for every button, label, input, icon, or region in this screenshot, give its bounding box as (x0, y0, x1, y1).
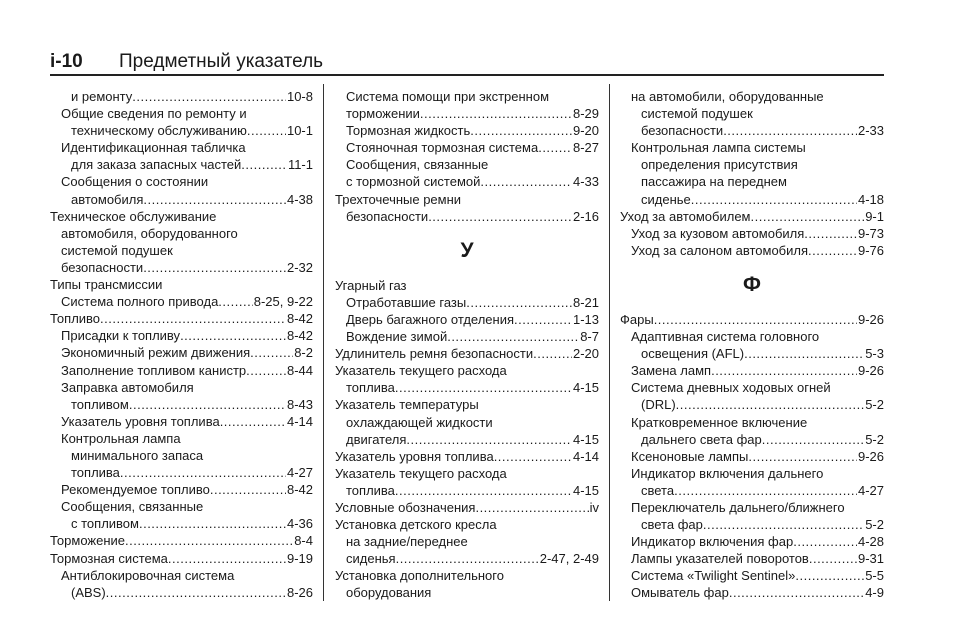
index-entry: Адаптивная система головного (631, 329, 820, 345)
index-entry: на автомобили, оборудованные (631, 89, 824, 104)
index-entry: Кратковременное включение (631, 414, 808, 430)
index-entry: безопасности ..... 2-32 (50, 259, 313, 276)
index-entry: автомобиля, оборудованного (61, 225, 238, 241)
index-entry: Стояночная тормозная система ..... 8-27 (335, 139, 599, 156)
index-entry: топлива ..... 4-15 (335, 379, 599, 396)
index-entry: Трехточечные ремни (335, 191, 462, 207)
column-divider (609, 84, 610, 601)
index-column-2 (335, 88, 599, 602)
index-entry: Угарный газ (335, 277, 407, 293)
index-entry: Антиблокировочная система (61, 567, 235, 583)
index-entry: пассажира на переднем (641, 174, 787, 190)
header-rule (50, 74, 884, 76)
index-entry: Сообщения, связанные (346, 157, 489, 173)
index-entry: системой подушек (61, 242, 173, 258)
index-entry: Фары ..... 9-26 (620, 311, 884, 328)
index-entry: минимального запаса (71, 447, 204, 463)
index-entry: Заполнение топливом канистр ..... 8-44 (50, 362, 313, 379)
index-entry: безопасности ..... 2-33 (620, 122, 884, 139)
index-entry: Система дневных ходовых огней (631, 380, 831, 396)
index-entry: на задние/переднее (346, 534, 468, 550)
index-entry: Удлинитель ремня безопасности ..... 2-20 (335, 345, 599, 362)
index-entry: Тормозная система ..... 9-19 (50, 550, 313, 567)
index-entry: Индикатор включения дальнего (631, 465, 824, 481)
index-entry: торможении ..... 8-29 (335, 105, 599, 122)
index-entry: топливом ..... 8-43 (50, 396, 313, 413)
index-column-3 (620, 88, 884, 602)
index-entry: Общие сведения по ремонту и (61, 106, 247, 122)
index-entry: системой подушек (641, 106, 753, 122)
index-entry: сиденье ..... 4-18 (620, 191, 884, 208)
index-entry: (ABS) ..... 8-26 (50, 584, 313, 601)
index-entry: Сообщения о состоянии (61, 174, 209, 190)
index-entry: безопасности ..... 2-16 (335, 208, 599, 225)
index-entry: освещения (AFL) ..... 5-3 (620, 345, 884, 362)
section-letter: Ф (743, 272, 761, 296)
index-entry: Заправка автомобиля (61, 379, 194, 395)
index-entry: для заказа запасных частей ..... 11-1 (50, 156, 313, 173)
index-entry: топлива ..... 4-15 (335, 482, 599, 499)
index-entry: сиденья ..... 2-47, 2-49 (335, 550, 599, 567)
index-entry: автомобиля ..... 4-38 (50, 191, 313, 208)
index-entry: Дверь багажного отделения ..... 1-13 (335, 311, 599, 328)
index-entry: Вождение зимой ..... 8-7 (335, 328, 599, 345)
index-entry: Указатель уровня топлива ..... 4-14 (335, 448, 599, 465)
index-entry: Система «Twilight Sentinel» ..... 5-5 (620, 567, 884, 584)
index-entry: Экономичный режим движения ..... 8-2 (50, 344, 313, 361)
index-entry: Торможение ..... 8-4 (50, 532, 313, 549)
index-entry: Указатель текущего расхода (335, 465, 507, 481)
index-entry: Индикатор включения фар ..... 4-28 (620, 533, 884, 550)
index-entry: Уход за автомобилем ..... 9-1 (620, 208, 884, 225)
page-title: Предметный указатель (119, 51, 324, 72)
index-entry: оборудования (346, 585, 432, 601)
index-entry: (DRL) ..... 5-2 (620, 396, 884, 413)
index-entry: света ..... 4-27 (620, 482, 884, 499)
index-entry: Указатель уровня топлива ..... 4-14 (50, 413, 313, 430)
index-entry: Тормозная жидкость ..... 9-20 (335, 122, 599, 139)
index-entry: определения присутствия (641, 157, 798, 173)
page-header (50, 50, 884, 74)
index-entry: техническому обслуживанию ..... 10-1 (50, 122, 313, 139)
index-entry: Условные обозначения ..... iv (335, 499, 599, 516)
index-column-1 (50, 88, 313, 601)
index-entry: Ксеноновые лампы ..... 9-26 (620, 448, 884, 465)
index-entry: Техническое обслуживание (50, 208, 217, 224)
column-divider (323, 84, 324, 601)
index-entry: охлаждающей жидкости (346, 414, 493, 430)
index-entry: Уход за салоном автомобиля ..... 9-76 (620, 242, 884, 259)
index-entry: Рекомендуемое топливо ..... 8-42 (50, 481, 313, 498)
index-entry: Установка детского кресла (335, 517, 497, 533)
index-entry: Указатель текущего расхода (335, 363, 507, 379)
index-entry: Идентификационная табличка (61, 140, 246, 156)
index-entry: Лампы указателей поворотов ..... 9-31 (620, 550, 884, 567)
index-entry: Присадки к топливу ..... 8-42 (50, 327, 313, 344)
page-number: i-10 (50, 51, 83, 72)
index-entry: света фар ..... 5-2 (620, 516, 884, 533)
index-entry: Контрольная лампа системы (631, 140, 806, 156)
index-entry: Указатель температуры (335, 397, 479, 413)
section-letter: У (460, 238, 474, 262)
index-entry: топлива ..... 4-27 (50, 464, 313, 481)
index-entry: двигателя ..... 4-15 (335, 431, 599, 448)
index-entry: Топливо ..... 8-42 (50, 310, 313, 327)
index-entry: Уход за кузовом автомобиля ..... 9-73 (620, 225, 884, 242)
index-entry: Переключатель дальнего/ближнего (631, 499, 845, 515)
index-entry: Замена ламп ..... 9-26 (620, 362, 884, 379)
index-entry: дальнего света фар ..... 5-2 (620, 431, 884, 448)
index-entry: Контрольная лампа (61, 430, 181, 446)
index-entry: Типы трансмиссии (50, 277, 163, 293)
index-entry: Система помощи при экстренном (346, 89, 550, 104)
index-entry: Установка дополнительного (335, 568, 504, 584)
index-entry: Система полного привода ..... 8-25, 9-22 (50, 293, 313, 310)
index-entry: и ремонту ..... 10-8 (50, 88, 313, 105)
index-entry: с тормозной системой ..... 4-33 (335, 173, 599, 190)
index-entry: Сообщения, связанные (61, 499, 204, 515)
index-entry: с топливом ..... 4-36 (50, 515, 313, 532)
index-entry: Отработавшие газы ..... 8-21 (335, 294, 599, 311)
index-entry: Омыватель фар ..... 4-9 (620, 584, 884, 601)
